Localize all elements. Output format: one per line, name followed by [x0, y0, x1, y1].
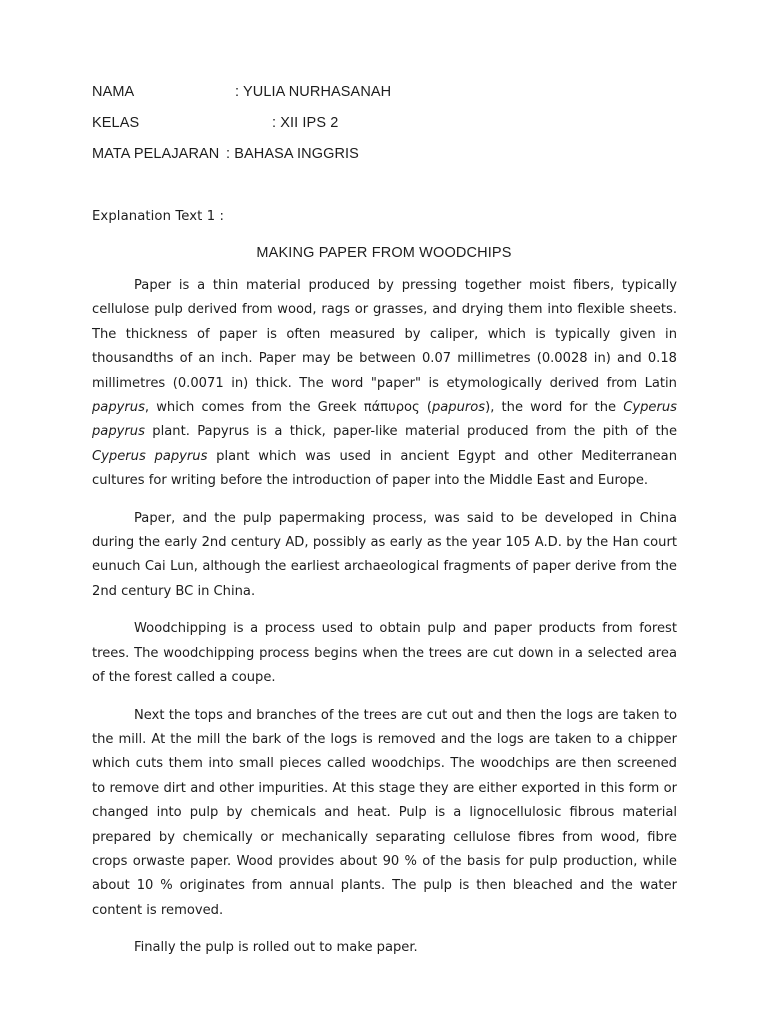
identity-block	[92, 84, 676, 177]
paragraph-2: Paper, and the pulp papermaking process, was said to be developed in China during the early 2nd century AD, possibly as early as the year 105 A.D. by the Han court eunuch Cai Lun, although the earliest archaeological fragments of paper derive from the 2nd century BC in China.	[92, 510, 677, 599]
identity-row-nama	[92, 84, 676, 115]
identity-row-kelas	[92, 115, 676, 146]
identity-label-nama: NAMA	[92, 84, 135, 100]
identity-value-mata-pelajaran: : BAHASA INGGRIS	[226, 146, 359, 162]
paragraph-1-seg-3: ), the word for the	[485, 400, 624, 416]
body-copy	[92, 274, 677, 961]
paragraph-1-seg-4: plant. Papyrus is a thick, paper-like material produced from the pith of the	[144, 424, 677, 440]
identity-value-kelas: : XII IPS 2	[272, 115, 339, 131]
section-caption: Explanation Text 1 :	[92, 209, 225, 224]
paragraph-1-seg-1: Paper is a thin material produced by pressing together moist fibers, typically cellulose pulp derived from wood, rags or grasses, and drying them into flexible sheets. The thickness of paper is often measured by caliper, which is typically given in thousandths of an inch. Paper may be between 0.07 millimetres (0.0028 in) and 0.18 millimetres (0.0071 in) thick. The word "paper" is etymologically derived from Latin	[92, 278, 677, 391]
paragraph-1-italic-papuros: papuros	[431, 400, 486, 416]
paragraph-1-italic-cyperus-papyrus-1: Cyperus papyrus	[92, 400, 677, 440]
paragraph-5: Finally the pulp is rolled out to make paper.	[134, 940, 418, 956]
paragraph-1	[92, 274, 677, 494]
identity-label-mata-pelajaran: MATA PELAJARAN	[92, 146, 220, 162]
paragraph-3: Woodchipping is a process used to obtain pulp and paper products from forest trees. The woodchipping process begins when the trees are cut down in a selected area of the forest called a coupe.	[92, 621, 677, 686]
paragraph-1-seg-2: , which comes from the Greek πάπυρος (	[144, 400, 432, 416]
identity-value-nama: : YULIA NURHASANAH	[235, 84, 392, 100]
identity-row-mata-pelajaran	[92, 146, 676, 177]
paragraph-1-seg-5: plant which was used in ancient Egypt and other Mediterranean cultures for writing before the introduction of paper into the Middle East and Europe.	[92, 448, 677, 489]
page-title: MAKING PAPER FROM WOODCHIPS	[256, 245, 512, 261]
paragraph-1-italic-papyrus: papyrus	[92, 400, 145, 416]
paragraph-1-italic-cyperus-papyrus-2: Cyperus papyrus	[92, 448, 208, 464]
identity-label-kelas: KELAS	[92, 115, 140, 131]
paragraph-4: Next the tops and branches of the trees are cut out and then the logs are taken to the mill. At the mill the bark of the logs is removed and the logs are taken to a chipper which cuts them into small pieces called woodchips. The woodchips are then screened to remove dirt and other impurities. At this stage they are either exported in this form or changed into pulp by chemicals and heat. Pulp is a lignocellulosic fibrous material prepared by chemically or mechanically separating cellulose fibres from wood, fibre crops orwaste paper. Wood provides about 90 % of the basis for pulp production, while about 10 % originates from annual plants. The pulp is then bleached and the water content is removed.	[92, 707, 677, 918]
